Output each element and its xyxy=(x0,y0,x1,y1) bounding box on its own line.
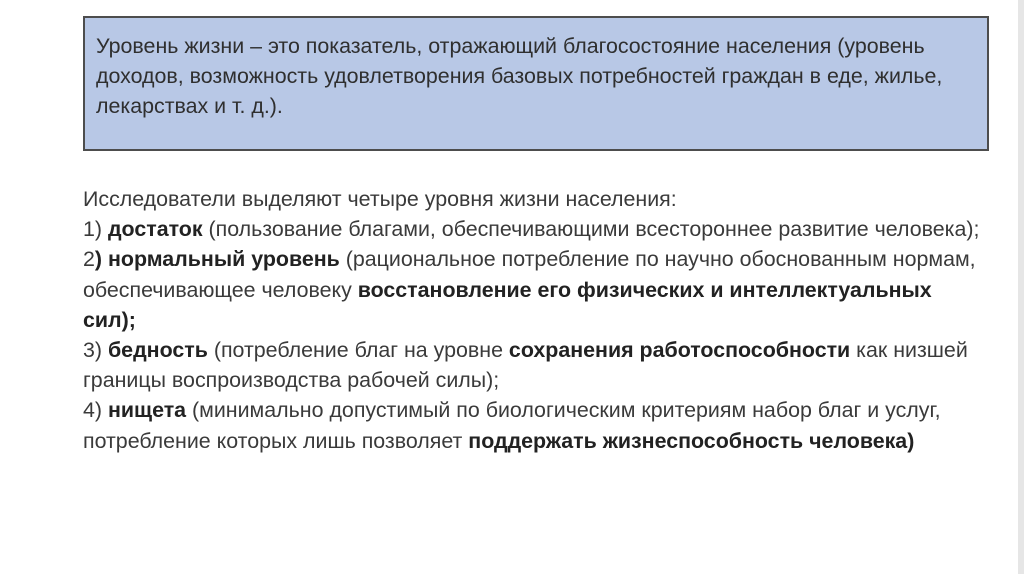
level-3-term: бедность xyxy=(107,338,208,363)
level-item-2 xyxy=(83,244,983,335)
level-2-emphasis: восстановление его физических и интеллектуальных сил); xyxy=(83,277,932,332)
level-2-number: 2 xyxy=(83,247,95,272)
definition-text: Уровень жизни – это показатель, отражающий благосостояние населения (уровень доходов, возможность удовлетворения базовых потребностей граждан в еде, жилье, лекарствах и т. д.). xyxy=(96,34,943,118)
level-1-description: (пользование благами, обеспечивающими всестороннее развитие человека); xyxy=(202,217,980,242)
level-2-term: ) нормальный уровень xyxy=(94,247,340,272)
level-item-4 xyxy=(83,395,983,455)
level-4-emphasis: поддержать жизнеспособность человека) xyxy=(468,428,915,453)
levels-intro: Исследователи выделяют четыре уровня жизни населения: xyxy=(83,187,677,211)
level-4-description: (минимально допустимый по биологическим критериям набор благ и услуг, потребление которых лишь позволяет xyxy=(83,398,941,453)
level-2-description: (рациональное потребление по научно обоснованным нормам, обеспечивающее человеку xyxy=(83,247,976,302)
definition-box xyxy=(83,16,989,151)
level-1-term: достаток xyxy=(107,217,203,242)
level-item-1 xyxy=(83,214,983,244)
levels-text-block xyxy=(83,184,983,456)
level-3-emphasis: сохранения работоспособности xyxy=(508,338,851,363)
level-4-number: 4) xyxy=(83,398,108,423)
level-3-description-end: как низшей границы воспроизводства рабочей силы); xyxy=(83,338,968,393)
slide-edge-strip xyxy=(1018,0,1024,574)
level-1-number: 1) xyxy=(83,217,108,242)
level-3-description: (потребление благ на уровне xyxy=(207,338,509,363)
level-3-number: 3) xyxy=(83,338,108,363)
level-item-3 xyxy=(83,335,983,395)
level-4-term: нищета xyxy=(107,398,187,423)
